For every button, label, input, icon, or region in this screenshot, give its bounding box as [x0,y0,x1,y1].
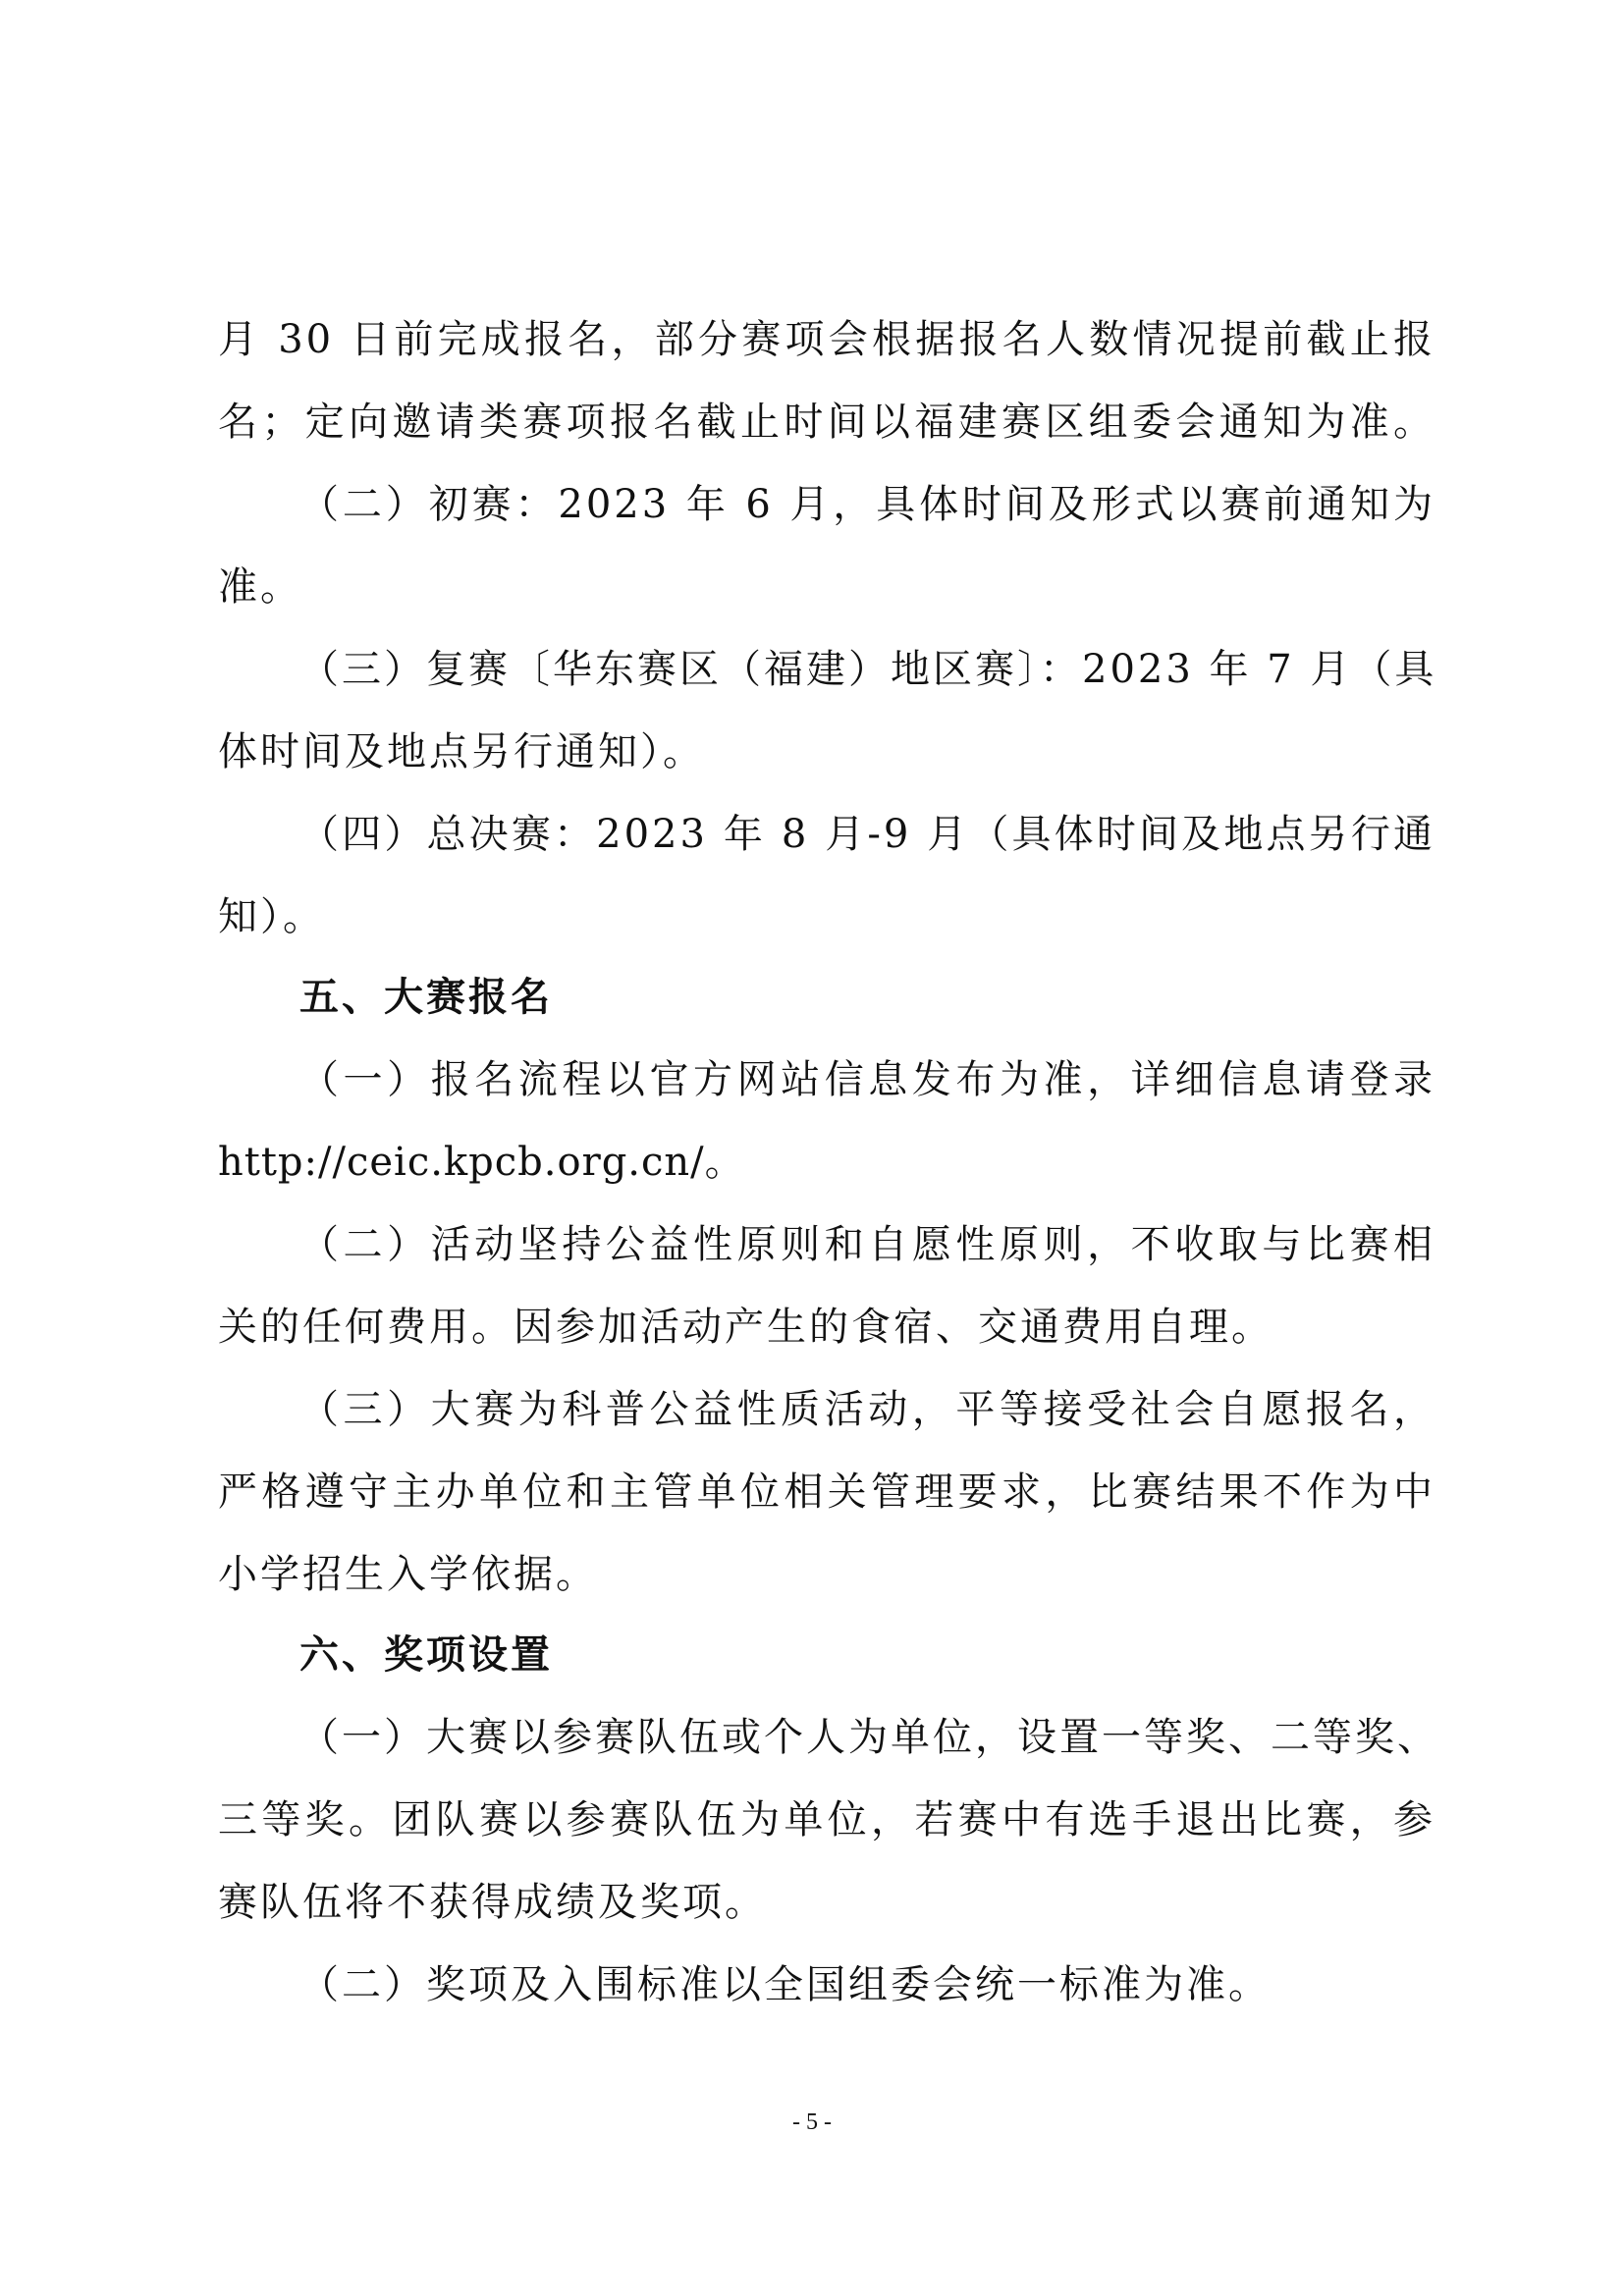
page-number: - 5 - [792,2109,832,2135]
body-line: （二）活动坚持公益性原则和自愿性原则，不收取与比赛相 [299,1222,1435,1267]
body-line: （三）复赛〔华东赛区（福建）地区赛〕：2023 年 7 月（具 [299,647,1437,692]
body-line: （一）报名流程以官方网站信息发布为准，详细信息请登录 [299,1057,1435,1102]
website-link-text: http://ceic.kpcb.org.cn/。 [218,1140,745,1185]
body-line: 名；定向邀请类赛项报名截止时间以福建赛区组委会通知为准。 [218,400,1435,445]
body-line: 赛队伍将不获得成绩及奖项。 [218,1880,767,1925]
body-line: （三）大赛为科普公益性质活动，平等接受社会自愿报名， [299,1387,1435,1432]
body-line: 严格遵守主办单位和主管单位相关管理要求，比赛结果不作为中 [218,1469,1435,1515]
body-line: 知）。 [218,894,325,939]
body-line: 小学招生入学依据。 [218,1552,598,1597]
body-line: 月 30 日前完成报名，部分赛项会根据报名人数情况提前截止报 [218,317,1435,362]
section-heading: 五、大赛报名 [299,975,553,1020]
body-line: （一）大赛以参赛队伍或个人为单位，设置一等奖、二等奖、 [299,1715,1439,1760]
body-line: （二）初赛：2023 年 6 月，具体时间及形式以赛前通知为 [299,482,1435,527]
body-line: 关的任何费用。因参加活动产生的食宿、交通费用自理。 [218,1305,1273,1350]
body-line: 体时间及地点另行通知）。 [218,729,705,774]
body-line: （四）总决赛：2023 年 8 月-9 月（具体时间及地点另行通 [299,812,1435,857]
section-heading: 六、奖项设置 [299,1632,553,1678]
body-line: 三等奖。团队赛以参赛队伍为单位，若赛中有选手退出比赛，参 [218,1797,1435,1842]
body-line: （二）奖项及入围标准以全国组委会统一标准为准。 [299,1962,1271,2007]
body-line: 准。 [218,564,302,610]
